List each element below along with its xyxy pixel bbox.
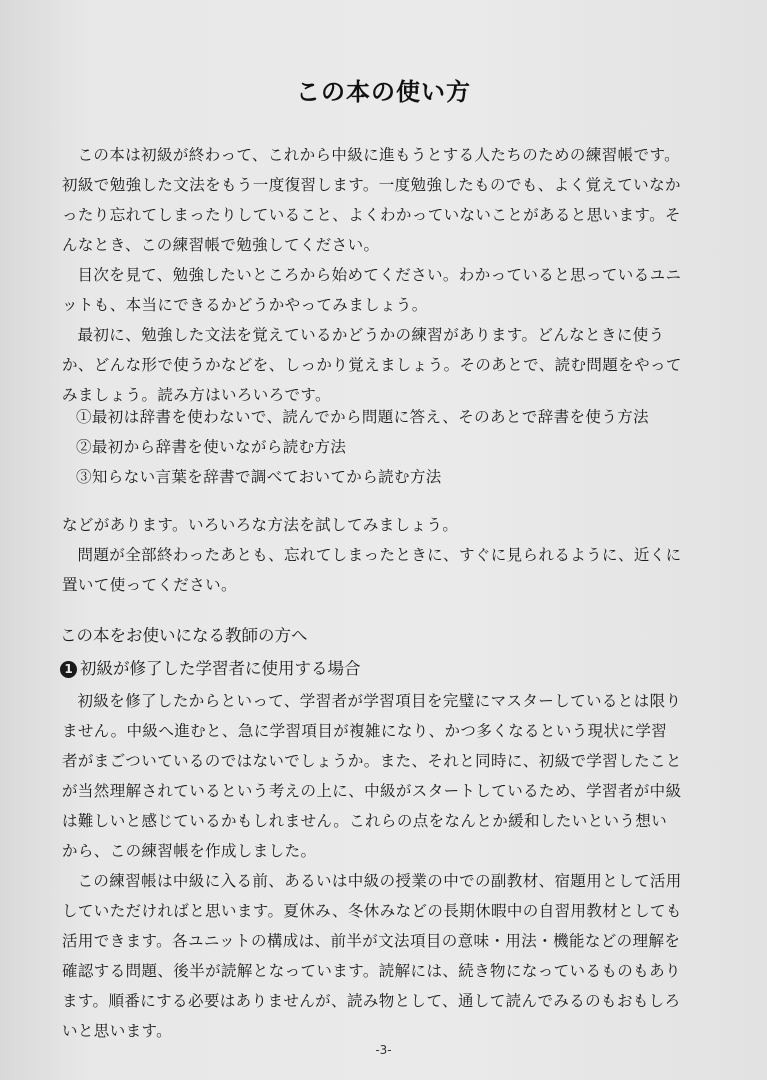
teachers-paragraph-1: 初級を修了したからといって、学習者が学習項目を完璧にマスターしているとは限りません。中級へ進むと、急に学習項目が複雑になり、かつ多くなるという現状に学習者がまごついているのではないでしょうか。また、それと同時に、初級で学習したことが当然理解されているという考えの上に、中級がスタートしているため、学習者が中級は難しいと感じているかもしれません。これらの点をなんとか緩和したいという想いから、この練習帳を作成しました。 (62, 692, 682, 860)
intro-paragraph-3: 最初に、勉強した文法を覚えているかどうかの練習があります。どんなときに使うか、どんな形で使うかなどを、しっかり覚えましょう。そのあとで、読む問題をやってみましょう。読み方はいろいろです。 (62, 326, 682, 404)
page-title: この本の使い方 (296, 78, 471, 106)
intro-paragraph-2: 目次を見て、勉強したいところから始めてください。わかっていると思っているユニットも、本当にできるかどうかやってみましょう。 (62, 266, 682, 314)
method-item-3: ③知らない言葉を辞書で調べておいてから読む方法 (76, 468, 442, 486)
reading-methods-list (76, 402, 676, 492)
after-paragraph-1: などがあります。いろいろな方法を試してみましょう。 (62, 516, 459, 534)
intro-section (62, 140, 682, 410)
page-number: -3- (375, 1043, 392, 1057)
method-item-2: ②最初から辞書を使いながら読む方法 (76, 438, 347, 456)
method-item-1: ①最初は辞書を使わないで、読んでから問題に答え、そのあとで辞書を使う方法 (76, 408, 650, 426)
after-section (62, 510, 682, 600)
section-number-badge: 1 (60, 661, 77, 678)
intro-paragraph-1: この本は初級が終わって、これから中級に進もうとする人たちのための練習帳です。初級で勉強した文法をもう一度復習します。一度勉強したものでも、よく覚えていなかったり忘れてしまったりしていること、よくわかっていないことがあると思います。そんなとき、この練習帳で勉強してください。 (62, 146, 681, 254)
section-title: 初級が修了した学習者に使用する場合 (80, 659, 361, 678)
teachers-paragraph-2: この練習帳は中級に入る前、あるいは中級の授業の中での副教材、宿題用として活用していただければと思います。夏休み、冬休みなどの長期休暇中の自習用教材としても活用できます。各ユニットの構成は、前半が文法項目の意味・用法・機能などの理解を確認する問題、後半が読解となっています。読解には、続き物になっているものもあります。順番にする必要はありませんが、読み物として、通して読んでみるのもおもしろいと思います。 (62, 872, 682, 1040)
after-paragraph-2: 問題が全部終わったあとも、忘れてしまったときに、すぐに見られるように、近くに置いて使ってください。 (62, 546, 682, 594)
teachers-section (62, 686, 682, 1046)
section-heading (60, 655, 680, 679)
teachers-heading: この本をお使いになる教師の方へ (60, 626, 308, 645)
